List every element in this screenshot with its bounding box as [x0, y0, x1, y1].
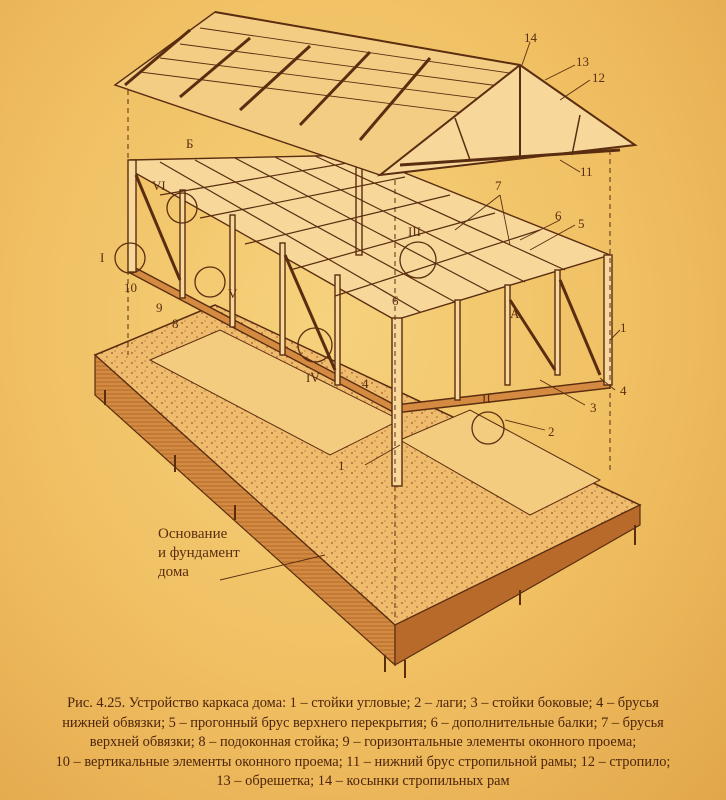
callout-11: 11: [580, 164, 593, 179]
figure-caption: [6, 694, 720, 792]
callout-4-right: 4: [620, 383, 627, 398]
callout-12: 12: [592, 70, 605, 85]
detail-mark-III: III: [408, 224, 421, 239]
callout-9: 9: [156, 300, 163, 315]
callout-14: 14: [524, 30, 537, 45]
callout-1-right: 1: [620, 320, 627, 335]
callout-4-front: 4: [362, 376, 369, 391]
callout-3: 3: [590, 400, 597, 415]
callout-2: 2: [548, 424, 555, 439]
caption-line-5: 13 – обрешетка; 14 – косынки стропильных рам: [216, 773, 510, 790]
callout-6-right: 6: [555, 208, 562, 223]
letter-mark-B: Б: [186, 136, 194, 151]
callout-7: 7: [495, 178, 502, 193]
foundation-label-line-1: Основание: [158, 526, 228, 542]
caption-line-1: Рис. 4.25. Устройство каркаса дома: 1 – стойки угловые; 2 – лаги; 3 – стойки боковые; 4 – брусья: [67, 695, 659, 711]
letter-mark-A: А: [510, 306, 520, 321]
foundation-label-line-2: и фундамент: [158, 545, 240, 561]
caption-line-3: верхней обвязки; 8 – подоконная стойка; 9 – горизонтальные элементы оконного проема;: [89, 734, 637, 751]
callout-5: 5: [578, 216, 585, 231]
detail-mark-VI: VI: [152, 178, 166, 193]
detail-mark-I: I: [100, 250, 105, 265]
callout-10: 10: [124, 280, 137, 295]
detail-mark-V: V: [228, 286, 238, 301]
foundation-label-line-3: дома: [158, 564, 189, 580]
caption-line-4: 10 – вертикальные элементы оконного проема; 11 – нижний брус стропильной рамы; 12 – стропило;: [55, 753, 671, 770]
caption-line-2: нижней обвязки; 5 – прогонный брус верхнего перекрытия; 6 – дополнительные балки; 7 – брусья: [62, 714, 664, 731]
callout-6-inner: 6: [392, 293, 399, 308]
callout-8: 8: [172, 316, 179, 331]
detail-mark-IV: IV: [306, 370, 320, 385]
callout-13: 13: [576, 54, 589, 69]
detail-mark-II: II: [482, 391, 491, 406]
callout-1-front: 1: [338, 458, 345, 473]
